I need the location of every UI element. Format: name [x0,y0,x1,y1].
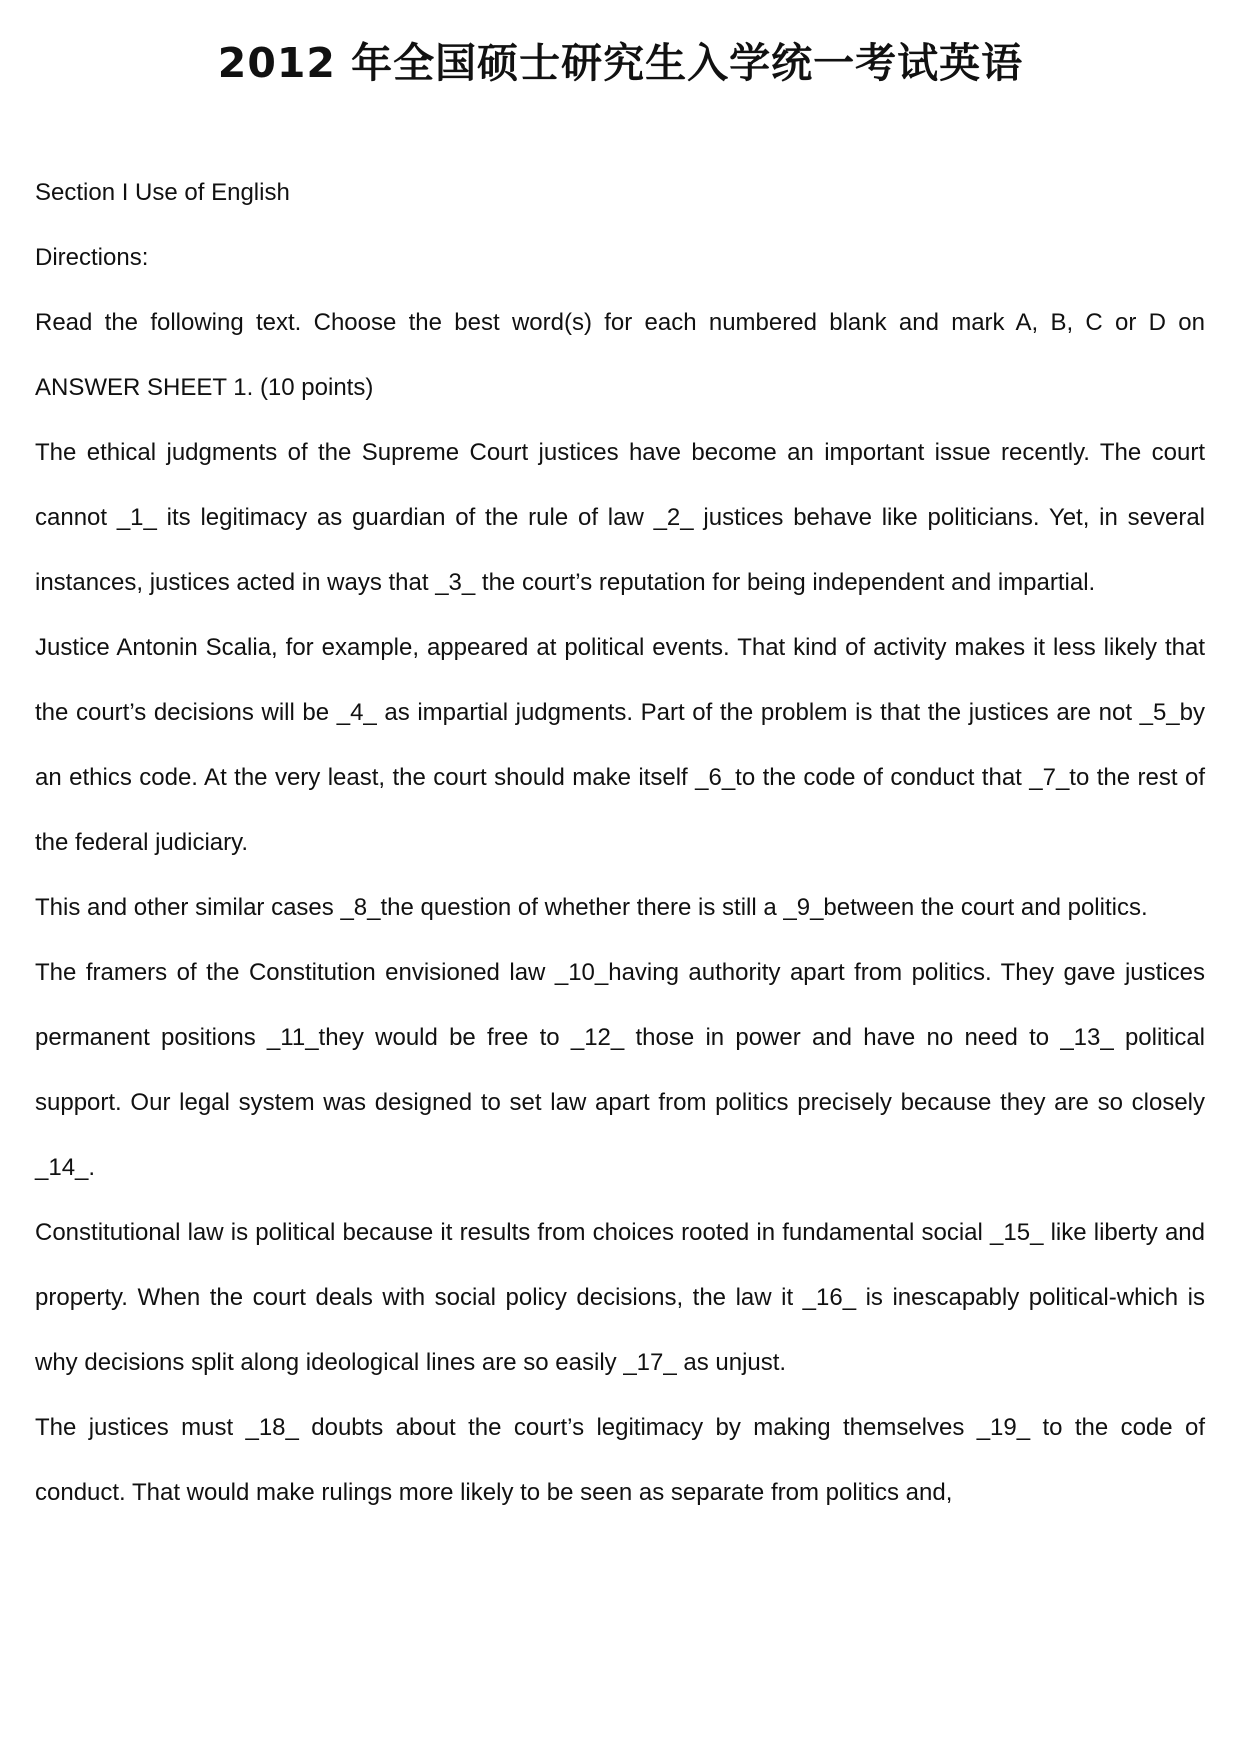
paragraph-5: Constitutional law is political because it results from choices rooted in fundamental social _15_ like liberty and property. When the court deals with social policy decisions, the law it _16_ is inescapably political-which is why decisions split along ideological lines are so easily _17_ as unjust. [35,1219,1205,1376]
paragraph-3: This and other similar cases _8_the question of whether there is still a _9_between the court and politics. [35,894,1148,921]
paragraph-2: Justice Antonin Scalia, for example, appeared at political events. That kind of activity makes it less likely that the court’s decisions will be _4_ as impartial judgments. Part of the problem is that the justices are not _5_by an ethics code. At the very least, the court should make itself _6_to the code of conduct that _7_to the rest of the federal judiciary. [35,634,1205,856]
directions-text: Read the following text. Choose the best word(s) for each numbered blank and mark A, B, C or D on ANSWER SHEET 1. (10 points) [35,309,1205,401]
directions-label: Directions: [35,244,149,271]
paragraph-4: The framers of the Constitution envisioned law _10_having authority apart from politics. They gave justices permanent positions _11_they would be free to _12_ those in power and have no need to _13_ political support. Our legal system was designed to set law apart from politics precisely because they are so closely _14_. [35,959,1205,1181]
page-title: 2012 年全国硕士研究生入学统一考试英语 [217,39,1024,87]
paragraph-1: The ethical judgments of the Supreme Court justices have become an important issue recently. The court cannot _1_ its legitimacy as guardian of the rule of law _2_ justices behave like politicians. Yet, in several instances, justices acted in ways that _3_ the court’s reputation for being independent and impartial. [35,439,1205,596]
paragraph-6: The justices must _18_ doubts about the court’s legitimacy by making themselves _19_ to the code of conduct. That would make rulings more likely to be seen as separate from politics and, [35,1414,1205,1506]
section-heading: Section I Use of English [35,179,290,206]
document-body [35,160,1205,1525]
